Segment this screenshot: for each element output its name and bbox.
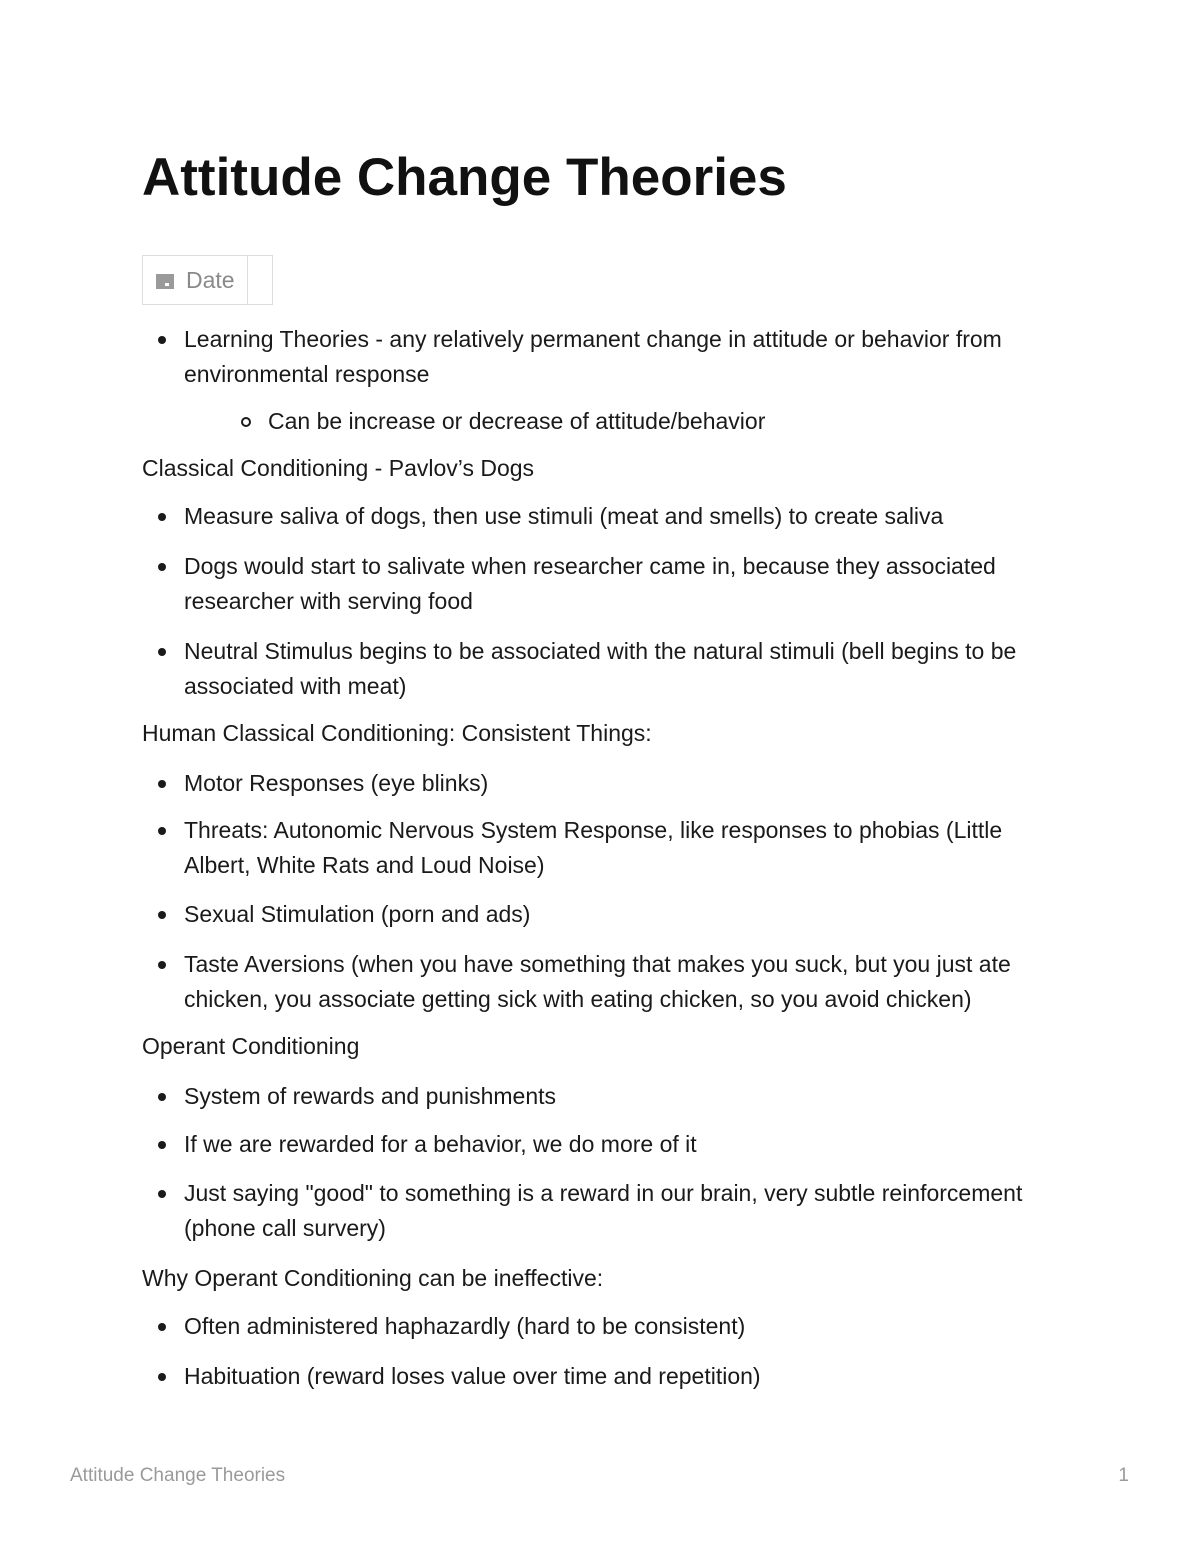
sub-bullet-list xyxy=(184,404,1062,439)
list-item: Taste Aversions (when you have something that makes you suck, but you just ate chicken, you associate getting sick with eating chicken, so you avoid chicken) xyxy=(142,947,1062,1017)
list-item-text: Learning Theories - any relatively permanent change in attitude or behavior from environmental response xyxy=(184,326,1002,387)
list-item: Habituation (reward loses value over time and repetition) xyxy=(142,1359,1062,1394)
section-heading: Human Classical Conditioning: Consistent Things: xyxy=(142,720,652,746)
list-item: Measure saliva of dogs, then use stimuli (meat and smells) to create saliva xyxy=(142,499,1062,534)
footer-title: Attitude Change Theories xyxy=(70,1465,286,1486)
footer-page-number: 1 xyxy=(1118,1465,1129,1486)
list-item: If we are rewarded for a behavior, we do more of it xyxy=(142,1127,1062,1162)
section-heading: Classical Conditioning - Pavlov’s Dogs xyxy=(142,455,535,481)
bullet-list xyxy=(142,1309,1062,1394)
bullet-list xyxy=(142,1079,1062,1246)
date-property-value[interactable] xyxy=(248,256,272,304)
date-property-label: Date xyxy=(186,266,235,293)
sub-list-item: Can be increase or decrease of attitude/behavior xyxy=(184,404,1062,439)
list-item: System of rewards and punishments xyxy=(142,1079,1062,1114)
list-item: Often administered haphazardly (hard to be consistent) xyxy=(142,1309,1062,1344)
list-item: Dogs would start to salivate when researcher came in, because they associated researcher with serving food xyxy=(142,549,1062,619)
section-heading: Operant Conditioning xyxy=(142,1033,360,1059)
date-property[interactable] xyxy=(142,255,273,305)
list-item: Motor Responses (eye blinks) xyxy=(142,766,1062,801)
list-item: Sexual Stimulation (porn and ads) xyxy=(142,897,1062,932)
bullet-list xyxy=(142,322,1062,439)
page-title: Attitude Change Theories xyxy=(142,148,787,207)
date-property-name xyxy=(143,256,248,304)
bullet-list xyxy=(142,766,1062,1017)
calendar-icon xyxy=(156,274,174,289)
list-item: Just saying "good" to something is a reward in our brain, very subtle reinforcement (phone call survery) xyxy=(142,1176,1062,1246)
document-body xyxy=(142,322,1062,1394)
list-item: Threats: Autonomic Nervous System Response, like responses to phobias (Little Albert, White Rats and Loud Noise) xyxy=(142,813,1062,883)
section-heading: Why Operant Conditioning can be ineffective: xyxy=(142,1265,604,1291)
bullet-list xyxy=(142,499,1062,704)
list-item xyxy=(142,322,1062,439)
list-item: Neutral Stimulus begins to be associated with the natural stimuli (bell begins to be associated with meat) xyxy=(142,634,1062,704)
